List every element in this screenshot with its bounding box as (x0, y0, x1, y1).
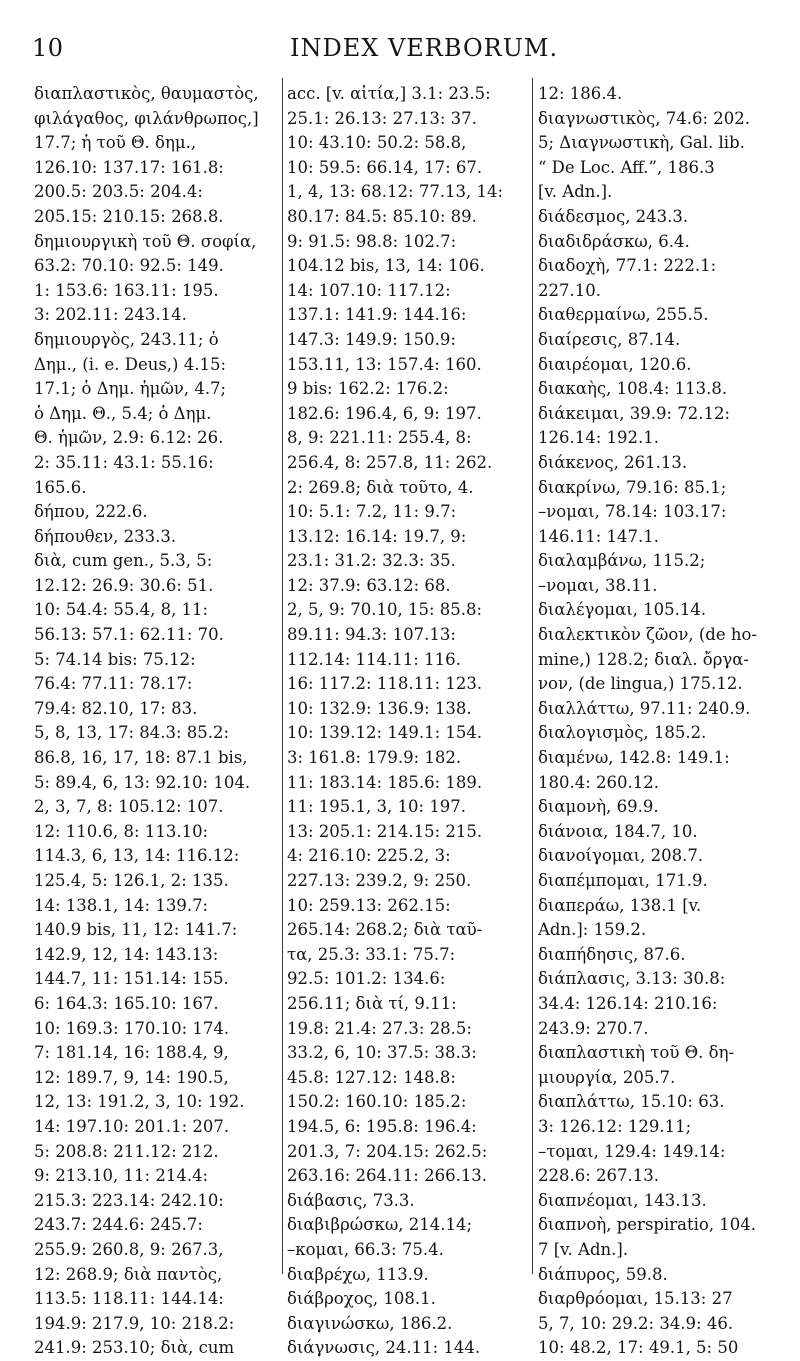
index-line: 2, 5, 9: 70.10, 15: 85.8: (287, 600, 483, 620)
index-line: 5, 7, 10: 29.2: 34.9: 46. (538, 1313, 734, 1333)
index-line: 5: 89.4, 6, 13: 92.10: 104. (34, 772, 251, 792)
index-line: 137.1: 141.9: 144.16: (287, 305, 467, 325)
column-divider (282, 78, 283, 1274)
index-line: 11: 195.1, 3, 10: 197. (287, 797, 467, 817)
index-line: διάπλασις, 3.13: 30.8: (538, 969, 726, 989)
index-line: διαλεκτικὸν ζῶον, (de ho- (538, 625, 757, 645)
index-line: 180.4: 260.12. (538, 772, 660, 792)
index-line: 10: 169.3: 170.10: 174. (34, 1018, 230, 1038)
index-line: 165.6. (34, 477, 87, 497)
index-line: –νομαι, 78.14: 103.17: (538, 502, 727, 522)
index-line: 265.14: 268.2; διὰ ταῦ- (287, 920, 483, 940)
index-line: 140.9 bis, 11, 12: 141.7: (34, 920, 238, 940)
index-line: “ De Loc. Aff.”, 186.3 (538, 157, 715, 177)
index-line: 10: 132.9: 136.9: 138. (287, 698, 472, 718)
index-line: 126.14: 192.1. (538, 428, 660, 448)
index-line: 23.1: 31.2: 32.3: 35. (287, 551, 456, 571)
index-line: 146.11: 147.1. (538, 526, 660, 546)
index-line: διαγνωστικὸς, 74.6: 202. (538, 108, 751, 128)
running-head: INDEX VERBORUM. (290, 34, 559, 62)
index-line: 17.1; ὁ Δημ. ἡμῶν, 4.7; (34, 379, 227, 399)
index-line: 2: 35.11: 43.1: 55.16: (34, 452, 214, 472)
index-line: 125.4, 5: 126.1, 2: 135. (34, 871, 229, 890)
index-line: 89.11: 94.3: 107.13: (287, 625, 456, 645)
index-line: Δημ., (i. e. Deus,) 4.15: (34, 354, 227, 374)
index-line: φιλάγαθος, φιλάνθρωπος,] (34, 108, 259, 128)
index-line: 10: 259.13: 262.15: (287, 895, 451, 915)
index-line: 8, 9: 221.11: 255.4, 8: (287, 428, 472, 448)
index-line: 14: 138.1, 14: 139.7: (34, 895, 209, 915)
index-line: 256.11; διὰ τί, 9.11: (287, 993, 457, 1013)
index-line: 25.1: 26.13: 27.13: 37. (287, 108, 477, 128)
index-line: 1: 153.6: 163.11: 195. (34, 280, 219, 300)
index-line: 3: 202.11: 243.14. (34, 305, 187, 325)
index-line: διαδοχὴ, 77.1: 222.1: (538, 256, 717, 276)
index-line: 228.6: 267.13. (538, 1166, 660, 1186)
index-line: 255.9: 260.8, 9: 267.3, (34, 1239, 224, 1259)
index-line: 7 [v. Adn.]. (538, 1239, 629, 1259)
index-line: 205.15: 210.15: 268.8. (34, 206, 224, 226)
index-line: 150.2: 160.10: 185.2: (287, 1092, 467, 1112)
index-line: 11: 183.14: 185.6: 189. (287, 772, 483, 792)
index-line: 14: 197.10: 201.1: 207. (34, 1116, 230, 1136)
index-line: 10: 139.12: 149.1: 154. (287, 723, 483, 743)
index-line: 200.5: 203.5: 204.4: (34, 182, 203, 202)
index-line: διάγνωσις, 24.11: 144. (287, 1338, 481, 1358)
index-line: διαιρέομαι, 120.6. (538, 354, 692, 374)
index-line: 114.3, 6, 13, 14: 116.12: (34, 846, 240, 866)
index-line: –τομαι, 129.4: 149.14: (538, 1141, 726, 1161)
index-line: 1, 4, 13: 68.12: 77.13, 14: (287, 182, 504, 202)
index-line: διαπέμπομαι, 171.9. (538, 871, 708, 890)
index-line: διαθερμαίνω, 255.5. (538, 305, 709, 325)
index-line: νον, (de lingua,) 175.12. (538, 674, 743, 694)
index-line: Θ. ἡμῶν, 2.9: 6.12: 26. (34, 428, 224, 448)
index-line: 112.14: 114.11: 116. (287, 649, 461, 669)
index-line: διακρίνω, 79.16: 85.1; (538, 477, 727, 497)
index-line: –κομαι, 66.3: 75.4. (287, 1239, 444, 1259)
index-line: 9 bis: 162.2: 176.2: (287, 379, 449, 399)
index-line: 17.7; ἡ τοῦ Θ. δημ., (34, 133, 197, 153)
index-line: διαπλαστικὸς, θαυμαστὸς, (34, 84, 259, 103)
index-line: 194.5, 6: 195.8: 196.4: (287, 1116, 477, 1136)
index-line: 6: 164.3: 165.10: 167. (34, 993, 219, 1013)
page-number: 10 (32, 34, 64, 62)
index-line: διαπλάττω, 15.10: 63. (538, 1092, 725, 1112)
index-line: 256.4, 8: 257.8, 11: 262. (287, 452, 493, 472)
index-line: 9: 91.5: 98.8: 102.7: (287, 231, 457, 251)
index-line: 76.4: 77.11: 78.17: (34, 674, 193, 694)
index-line: 10: 59.5: 66.14, 17: 67. (287, 157, 483, 177)
index-line: 3: 161.8: 179.9: 182. (287, 748, 462, 768)
index-line: 243.7: 244.6: 245.7: (34, 1215, 203, 1235)
index-line: 4: 216.10: 225.2, 3: (287, 846, 451, 866)
index-line: 104.12 bis, 13, 14: 106. (287, 256, 485, 276)
index-line: διὰ, cum gen., 5.3, 5: (34, 551, 213, 571)
index-line: 86.8, 16, 17, 18: 87.1 bis, (34, 748, 248, 768)
index-line: 13: 205.1: 214.15: 215. (287, 821, 483, 841)
column-divider (532, 78, 533, 1274)
index-line: τα, 25.3: 33.1: 75.7: (287, 944, 456, 964)
index-line: διαβιβρώσκω, 214.14; (287, 1215, 473, 1235)
index-line: 12: 110.6, 8: 113.10: (34, 821, 209, 841)
index-line: διαπήδησις, 87.6. (538, 944, 686, 964)
index-line: 194.9: 217.9, 10: 218.2: (34, 1313, 235, 1333)
index-line: 9: 213.10, 11: 214.4: (34, 1166, 209, 1186)
index-line: 227.13: 239.2, 9: 250. (287, 871, 472, 890)
index-line: 243.9: 270.7. (538, 1018, 649, 1038)
index-line: 201.3, 7: 204.15: 262.5: (287, 1141, 488, 1161)
index-line: διαλογισμὸς, 185.2. (538, 723, 707, 743)
index-line: διάβροχος, 108.1. (287, 1289, 436, 1309)
index-line: διάβασις, 73.3. (287, 1190, 415, 1210)
index-line: δημιουργὸς, 243.11; ὁ (34, 329, 219, 349)
index-column-1 (34, 82, 276, 1361)
index-column-2 (287, 82, 527, 1361)
index-line: 13.12: 16.14: 19.7, 9: (287, 526, 467, 546)
index-line: 12: 189.7, 9, 14: 190.5, (34, 1067, 229, 1087)
index-line: 2, 3, 7, 8: 105.12: 107. (34, 797, 224, 817)
index-line: διαλαμβάνω, 115.2; (538, 551, 706, 571)
index-line: 126.10: 137.17: 161.8: (34, 157, 224, 177)
index-line: 10: 48.2, 17: 49.1, 5: 50 (538, 1338, 739, 1358)
index-line: 19.8: 21.4: 27.3: 28.5: (287, 1018, 472, 1038)
index-line: Adn.]: 159.2. (538, 920, 647, 940)
index-line: διαίρεσις, 87.14. (538, 329, 681, 349)
index-line: 16: 117.2: 118.11: 123. (287, 674, 483, 694)
index-line: διαπνοὴ, perspiratio, 104. (538, 1215, 757, 1235)
index-line: 10: 43.10: 50.2: 58.8, (287, 133, 467, 153)
index-line: διάδεσμος, 243.3. (538, 206, 689, 226)
index-line: διανοίγομαι, 208.7. (538, 846, 704, 866)
index-line: 56.13: 57.1: 62.11: 70. (34, 625, 224, 645)
index-line: 182.6: 196.4, 6, 9: 197. (287, 403, 482, 423)
index-line: διαμένω, 142.8: 149.1: (538, 748, 730, 768)
index-line: 92.5: 101.2: 134.6: (287, 969, 446, 989)
index-line: acc. [v. αἰτία,] 3.1: 23.5: (287, 84, 491, 103)
index-line: 3: 126.12: 129.11; (538, 1116, 692, 1136)
index-line: διαγινώσκω, 186.2. (287, 1313, 453, 1333)
index-line: 7: 181.14, 16: 188.4, 9, (34, 1043, 229, 1063)
index-line: [v. Adn.]. (538, 182, 613, 202)
index-line: διάκενος, 261.13. (538, 452, 688, 472)
index-line: –νομαι, 38.11. (538, 575, 658, 595)
index-line: διαβρέχω, 113.9. (287, 1264, 429, 1284)
index-line: mine,) 128.2; διαλ. ὄργα- (538, 649, 749, 669)
index-line: διάπυρος, 59.8. (538, 1264, 668, 1284)
index-line: 10: 54.4: 55.4, 8, 11: (34, 600, 209, 620)
index-line: 263.16: 264.11: 266.13. (287, 1166, 488, 1186)
index-line: διαπνέομαι, 143.13. (538, 1190, 707, 1210)
index-line: 12, 13: 191.2, 3, 10: 192. (34, 1092, 245, 1112)
index-line: 12.12: 26.9: 30.6: 51. (34, 575, 214, 595)
index-line: διαδιδράσκω, 6.4. (538, 231, 690, 251)
index-line: διάκειμαι, 39.9: 72.12: (538, 403, 731, 423)
index-line: 80.17: 84.5: 85.10: 89. (287, 206, 477, 226)
index-line: 10: 5.1: 7.2, 11: 9.7: (287, 502, 457, 522)
index-line: 153.11, 13: 157.4: 160. (287, 354, 482, 374)
index-line: 2: 269.8; διὰ τοῦτο, 4. (287, 477, 474, 497)
index-line: 5, 8, 13, 17: 84.3: 85.2: (34, 723, 230, 743)
index-line: 113.5: 118.11: 144.14: (34, 1289, 224, 1309)
index-line: 34.4: 126.14: 210.16: (538, 993, 718, 1013)
index-line: 144.7, 11: 151.14: 155. (34, 969, 229, 989)
index-line: διάνοια, 184.7, 10. (538, 821, 698, 841)
index-line: διαλλάττω, 97.11: 240.9. (538, 698, 751, 718)
index-line: 5; Διαγνωστικὴ, Gal. lib. (538, 133, 745, 153)
index-line: διακαὴς, 108.4: 113.8. (538, 379, 728, 399)
index-line: διαμονὴ, 69.9. (538, 797, 659, 817)
index-line: διαλέγομαι, 105.14. (538, 600, 707, 620)
index-line: 12: 268.9; διὰ παντὸς, (34, 1264, 223, 1284)
index-line: ὁ Δημ. Θ., 5.4; ὁ Δημ. (34, 403, 212, 423)
index-line: δημιουργικὴ τοῦ Θ. σοφία, (34, 231, 257, 251)
index-line: 215.3: 223.14: 242.10: (34, 1190, 224, 1210)
index-line: 45.8: 127.12: 148.8: (287, 1067, 456, 1087)
index-line: 227.10. (538, 280, 601, 300)
index-line: διαπεράω, 138.1 [v. (538, 895, 702, 915)
index-line: 147.3: 149.9: 150.9: (287, 329, 456, 349)
index-line: διαρθρόομαι, 15.13: 27 (538, 1289, 733, 1309)
index-line: 14: 107.10: 117.12: (287, 280, 451, 300)
index-line: δήπου, 222.6. (34, 502, 148, 522)
index-line: 63.2: 70.10: 92.5: 149. (34, 256, 224, 276)
index-line: 5: 208.8: 211.12: 212. (34, 1141, 219, 1161)
index-line: 5: 74.14 bis: 75.12: (34, 649, 196, 669)
index-line: 79.4: 82.10, 17: 83. (34, 698, 198, 718)
index-line: μιουργία, 205.7. (538, 1067, 676, 1087)
index-line: 241.9: 253.10; διὰ, cum (34, 1338, 235, 1358)
index-line: 33.2, 6, 10: 37.5: 38.3: (287, 1043, 477, 1063)
index-line: 12: 186.4. (538, 84, 623, 103)
index-line: 142.9, 12, 14: 143.13: (34, 944, 219, 964)
index-line: 12: 37.9: 63.12: 68. (287, 575, 451, 595)
index-column-3 (538, 82, 794, 1361)
index-line: δήπουθεν, 233.3. (34, 526, 177, 546)
index-line: διαπλαστικὴ τοῦ Θ. δη- (538, 1043, 735, 1063)
